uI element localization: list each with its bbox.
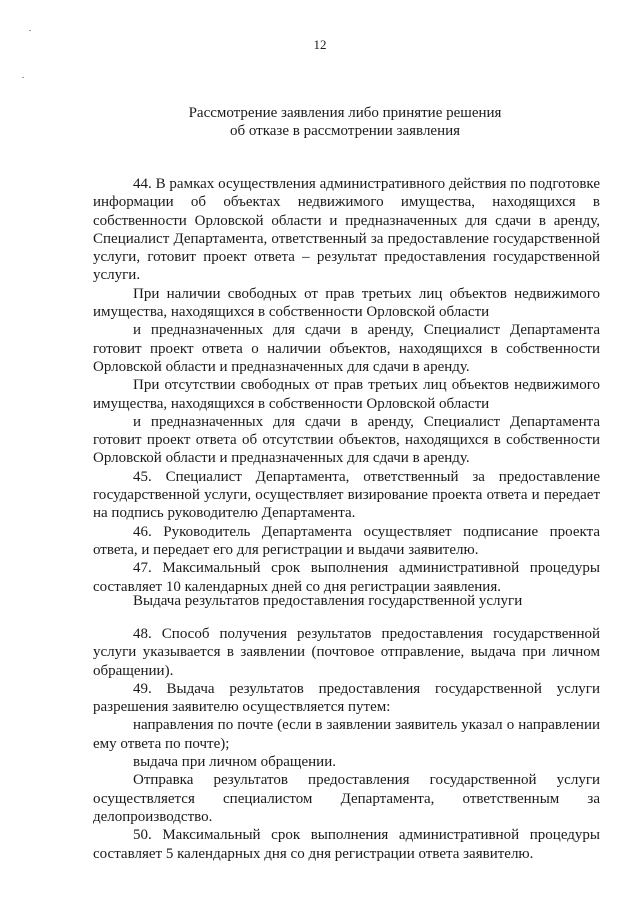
paragraph-44: 44. В рамках осуществления административного действия по подготовке информации об объектах недвижимого имущества, находящихся в собственности Орловской области и предназначенных для сдачи в аренду, Специалист Департамента, ответственный за предоставление государственной услуги, готовит проект ответа – результат предоставления государственной услуги. — [93, 176, 600, 284]
paragraph-absence-cont: и предназначенных для сдачи в аренду, Специалист Департамента готовит проект ответа об отсутствии объектов, находящихся в собственности Орловской области и предназначенных для сдачи в аренду. — [93, 413, 600, 467]
paragraph-by-mail: направления по почте (если в заявлении заявитель указал о направлении ему ответа по почте); — [93, 717, 600, 752]
paragraph-absence: При отсутствии свободных от прав третьих лиц объектов недвижимого имущества, находящихся в собственности Орловской области — [93, 377, 600, 412]
paragraph-availability-cont: и предназначенных для сдачи в аренду, Специалист Департамента готовит проект ответа о наличии объектов, находящихся в собственности Орловской области и предназначенных для сдачи в аренду. — [93, 322, 600, 375]
scan-speck — [22, 77, 24, 78]
paragraph-availability: При наличии свободных от прав третьих лиц объектов недвижимого имущества, находящихся в собственности Орловской области — [93, 285, 600, 321]
paragraph-dispatch: Отправка результатов предоставления государственной услуги осуществляется специалистом Департамента, ответственным за делопроизводство. — [93, 772, 600, 825]
scan-speck — [29, 30, 31, 31]
section-consideration — [93, 175, 600, 596]
subsection-heading: Выдача результатов предоставления государственной услуги — [133, 593, 523, 609]
section-issuance — [93, 625, 600, 863]
page-number: 12 — [313, 37, 327, 52]
paragraph-49: 49. Выдача результатов предоставления государственной услуги разрешения заявителю осуществляется путем: — [93, 680, 600, 716]
section-heading — [150, 104, 540, 140]
paragraph-in-person: выдача при личном обращении. — [133, 754, 336, 771]
paragraph-47: 47. Максимальный срок выполнения административной процедуры составляет 10 календарных дней со дня регистрации заявления. — [93, 560, 600, 595]
paragraph-48: 48. Способ получения результатов предоставления государственной услуги указывается в заявлении (почтовое отправление, выдача при личном обращении). — [93, 626, 600, 679]
section-heading-line-1: Рассмотрение заявления либо принятие решения — [188, 105, 502, 121]
section-heading-line-2: об отказе в рассмотрении заявления — [229, 123, 461, 139]
paragraph-50: 50. Максимальный срок выполнения административной процедуры составляет 5 календарных дня со дня регистрации ответа заявителю. — [93, 827, 600, 862]
paragraph-45: 45. Специалист Департамента, ответственный за предоставление государственной услуги, осуществляет визирование проекта ответа и передает на подпись руководителю Департамента. — [93, 468, 600, 522]
paragraph-46: 46. Руководитель Департамента осуществляет подписание проекта ответа, и передает его для регистрации и выдачи заявителю. — [93, 523, 600, 558]
